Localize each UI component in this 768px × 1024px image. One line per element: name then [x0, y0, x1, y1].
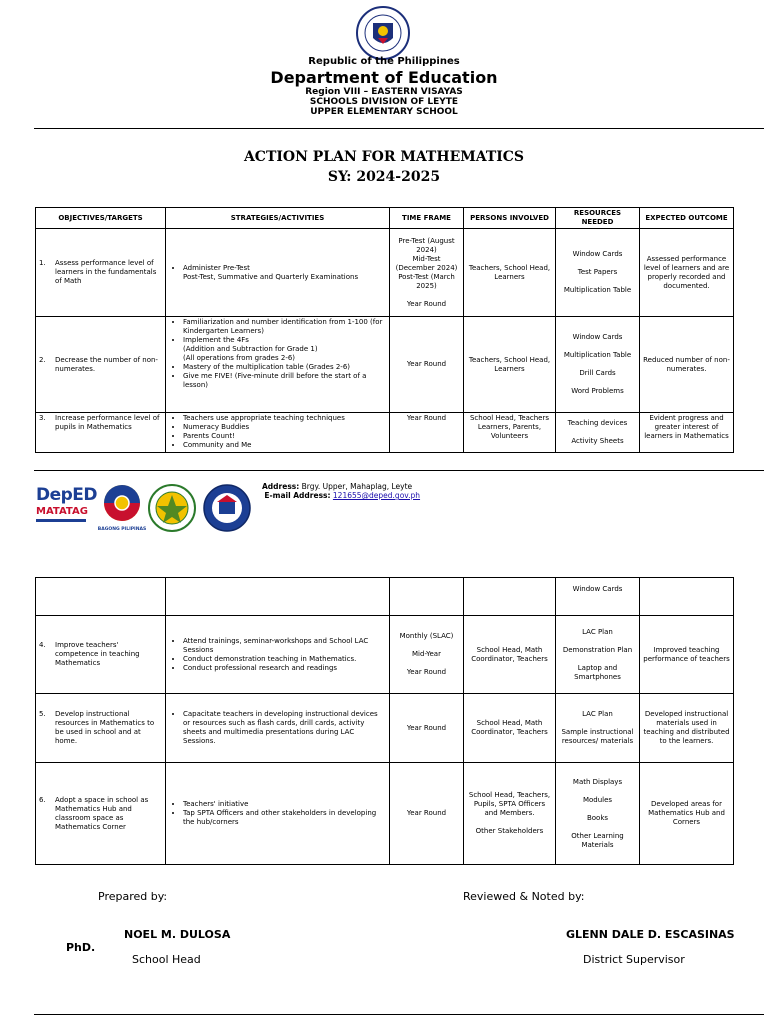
- strategy-item: • Mastery of the multiplication table (Grades 2-6): [183, 363, 386, 372]
- bagong-pilipinas-logo: [96, 483, 148, 531]
- objective-cell: [36, 229, 166, 317]
- time-cell: [390, 229, 464, 317]
- strategy-cell: [166, 616, 390, 694]
- resource-text: Activity Sheets: [571, 437, 624, 445]
- persons-cell: School Head, Teachers Learners, Parents, Volunteers: [464, 413, 556, 453]
- time-cell: Year Round: [390, 694, 464, 763]
- row-number: 2.: [39, 355, 46, 364]
- strategy-item: • Teachers' initiative: [183, 800, 386, 809]
- strategy-cell: [166, 229, 390, 317]
- table-row: [36, 763, 734, 865]
- action-plan-table-2: [35, 577, 734, 865]
- strategy-item: • Numeracy Buddies: [183, 423, 386, 432]
- strategy-item: • Implement the 4Fs (Addition and Subtraction for Grade 1) (All operations from grades 2-6): [183, 336, 386, 363]
- prepared-suffix: PhD.: [66, 941, 96, 954]
- plan-year: SY: 2024-2025: [327, 169, 441, 185]
- objective-cell: [36, 616, 166, 694]
- table-row: [36, 317, 734, 413]
- republic-text: Republic of the Philippines: [308, 56, 460, 67]
- persons-cell: Teachers, School Head, Learners: [464, 229, 556, 317]
- resources-cell: [556, 616, 640, 694]
- row-number: 6.: [39, 795, 46, 804]
- table-row: [36, 616, 734, 694]
- email-label: E-mail Address:: [264, 491, 331, 500]
- objective-text: Decrease the number of non-numerates.: [55, 355, 158, 373]
- objective-text: Assess performance level of learners in the fundamentals of Math: [55, 259, 157, 285]
- reviewed-by-label: Reviewed & Noted by:: [463, 890, 585, 903]
- resource-text: LAC Plan: [582, 710, 613, 718]
- resource-text: Test Papers: [577, 268, 618, 276]
- outcome-cell: Improved teaching performance of teachers: [640, 616, 734, 694]
- prepared-title: School Head: [132, 953, 201, 966]
- outcome-cell: Reduced number of non-numerates.: [640, 317, 734, 413]
- resources-cell: [556, 763, 640, 865]
- strategy-item: • Attend trainings, seminar-workshops and School LAC Sessions: [183, 637, 386, 655]
- action-plan-table-1: [35, 207, 734, 453]
- reviewed-title: District Supervisor: [583, 953, 685, 966]
- strategy-cell: [166, 694, 390, 763]
- bagong-pilipinas-text: BAGONG PILIPINAS: [97, 527, 147, 532]
- deped-matatag-logo: [36, 485, 98, 531]
- strategy-item: • Administer Pre-Test: [183, 264, 386, 273]
- time-cell: Year Round: [390, 317, 464, 413]
- header-divider: [34, 128, 764, 129]
- strategy-item: • Familiarization and number identification from 1-100 (for Kindergarten Learners): [183, 318, 386, 336]
- prepared-name: NOEL M. DULOSA: [124, 928, 231, 941]
- resources-cell: [556, 694, 640, 763]
- strategy-item: • Conduct professional research and readings: [183, 664, 386, 673]
- school-text: UPPER ELEMENTARY SCHOOL: [310, 107, 458, 117]
- time-cell: [390, 616, 464, 694]
- objective-cell: [36, 694, 166, 763]
- header-resources: RESOURCES NEEDED: [556, 208, 640, 229]
- header-time-frame: TIME FRAME: [390, 208, 464, 229]
- strategy-item: • Tap SPTA Officers and other stakeholders in developing the hub/corners: [183, 809, 386, 827]
- outcome-cell: Evident progress and greater interest of learners in Mathematics: [640, 413, 734, 453]
- objective-text: Develop instructional resources in Mathematics to be used in school and at home.: [55, 710, 155, 745]
- strategy-cell: [166, 317, 390, 413]
- row-number: 3.: [39, 414, 46, 422]
- resources-cell: Window Cards: [556, 578, 640, 616]
- outcome-cell: Developed areas for Mathematics Hub and Corners: [640, 763, 734, 865]
- resource-text: Multiplication Table: [563, 351, 632, 359]
- table-row: [36, 578, 734, 616]
- persons-cell: School Head, Math Coordinator, Teachers: [464, 694, 556, 763]
- objective-text: Increase performance level of pupils in Mathematics: [55, 414, 160, 431]
- strategy-item: • Give me FIVE! (Five-minute drill before the start of a lesson): [183, 372, 386, 390]
- region-text: Region VIII – EASTERN VISAYAS: [305, 87, 463, 97]
- deped-wordmark: DepED: [36, 485, 98, 505]
- time-text: Monthly (SLAC): [399, 632, 454, 640]
- prepared-by-label: Prepared by:: [98, 890, 168, 903]
- resource-text: Drill Cards: [579, 369, 616, 377]
- strategy-item: • Conduct demonstration teaching in Mathematics.: [183, 655, 386, 664]
- strategy-item: • Parents Count!: [183, 432, 386, 441]
- row-number: 5.: [39, 710, 46, 718]
- outcome-cell: Developed instructional materials used in teaching and distributed to the learners.: [640, 694, 734, 763]
- strategy-text: Post-Test, Summative and Quarterly Examinations: [183, 272, 359, 281]
- resources-cell: [556, 413, 640, 453]
- resource-text: Window Cards: [572, 333, 623, 341]
- address-value: Brgy. Upper, Mahaplag, Leyte: [301, 482, 413, 491]
- time-text: Pre-Test (August 2024): [398, 236, 455, 254]
- time-cell: Year Round: [390, 413, 464, 453]
- address-block: [262, 482, 420, 500]
- resource-text: Word Problems: [571, 387, 624, 395]
- objective-text: Adopt a space in school as Mathematics Hub and classroom space as Mathematics Corner: [55, 795, 149, 831]
- time-text: Year Round: [406, 668, 447, 676]
- resource-text: Demonstration Plan: [562, 645, 633, 654]
- reviewed-name: GLENN DALE D. ESCASINAS: [566, 928, 735, 941]
- objective-cell: [36, 763, 166, 865]
- address-label: Address:: [262, 482, 300, 491]
- persons-cell: [464, 763, 556, 865]
- objective-text: Improve teachers' competence in teaching Mathematics: [55, 641, 140, 667]
- email-link[interactable]: 121655@deped.gov.ph: [332, 491, 421, 500]
- resource-text: Books: [586, 813, 609, 822]
- resource-text: Teaching devices: [567, 419, 628, 427]
- time-text: Mid-Year: [412, 650, 441, 658]
- bottom-divider: [34, 1014, 764, 1015]
- time-text: Mid-Test (December 2024): [395, 254, 458, 272]
- table-row: [36, 413, 734, 453]
- resource-text: Window Cards: [572, 250, 623, 258]
- strategy-cell: [166, 413, 390, 453]
- persons-cell: School Head, Math Coordinator, Teachers: [464, 616, 556, 694]
- strategy-item: • Community and Me: [183, 441, 386, 450]
- header-outcome: EXPECTED OUTCOME: [640, 208, 734, 229]
- outcome-cell: Assessed performance level of learners and are properly recorded and documented.: [640, 229, 734, 317]
- strategy-item: • Capacitate teachers in developing instructional devices or resources such as flash cards, drill cards, activity sheets and multimedia presentations during LAC Sessions.: [183, 710, 386, 746]
- table-row: [36, 229, 734, 317]
- table-header-row: [36, 208, 734, 229]
- deped-seal-logo: [356, 6, 410, 60]
- matatag-wordmark: MATATAG: [36, 506, 88, 517]
- header-strategies: STRATEGIES/ACTIVITIES: [166, 208, 390, 229]
- strategy-item: • Teachers use appropriate teaching techniques: [183, 414, 386, 423]
- resource-text: Math Displays: [572, 777, 623, 786]
- division-seal-logo: [148, 484, 196, 532]
- persons-text: Other Stakeholders: [475, 827, 544, 835]
- resource-text: Multiplication Table: [563, 286, 632, 294]
- header-persons: PERSONS INVOLVED: [464, 208, 556, 229]
- resource-text: Modules: [582, 795, 613, 804]
- resource-text: Other Learning Materials: [571, 831, 624, 849]
- division-text: SCHOOLS DIVISION OF LEYTE: [309, 97, 459, 107]
- plan-title: ACTION PLAN FOR MATHEMATICS: [243, 149, 525, 165]
- strategy-cell: [166, 763, 390, 865]
- resources-cell: [556, 229, 640, 317]
- time-text: Year Round: [406, 299, 447, 308]
- footer-divider: [34, 470, 764, 471]
- table-row: [36, 694, 734, 763]
- objective-cell: [36, 413, 166, 453]
- row-number: 1.: [39, 259, 46, 267]
- resource-text: Laptop and Smartphones: [574, 663, 621, 681]
- resources-cell: [556, 317, 640, 413]
- persons-cell: Teachers, School Head, Learners: [464, 317, 556, 413]
- objective-cell: [36, 317, 166, 413]
- time-text: Post-Test (March 2025): [398, 272, 455, 290]
- time-cell: Year Round: [390, 763, 464, 865]
- header-objectives: OBJECTIVES/TARGETS: [36, 208, 166, 229]
- row-number: 4.: [39, 641, 46, 649]
- resource-text: LAC Plan: [582, 627, 613, 636]
- school-seal-logo: [202, 484, 252, 532]
- persons-text: School Head, Teachers, Pupils, SPTA Officers and Members.: [468, 791, 551, 817]
- resource-text: Sample instructional resources/ materials: [561, 728, 634, 745]
- department-title: Department of Education: [270, 68, 498, 87]
